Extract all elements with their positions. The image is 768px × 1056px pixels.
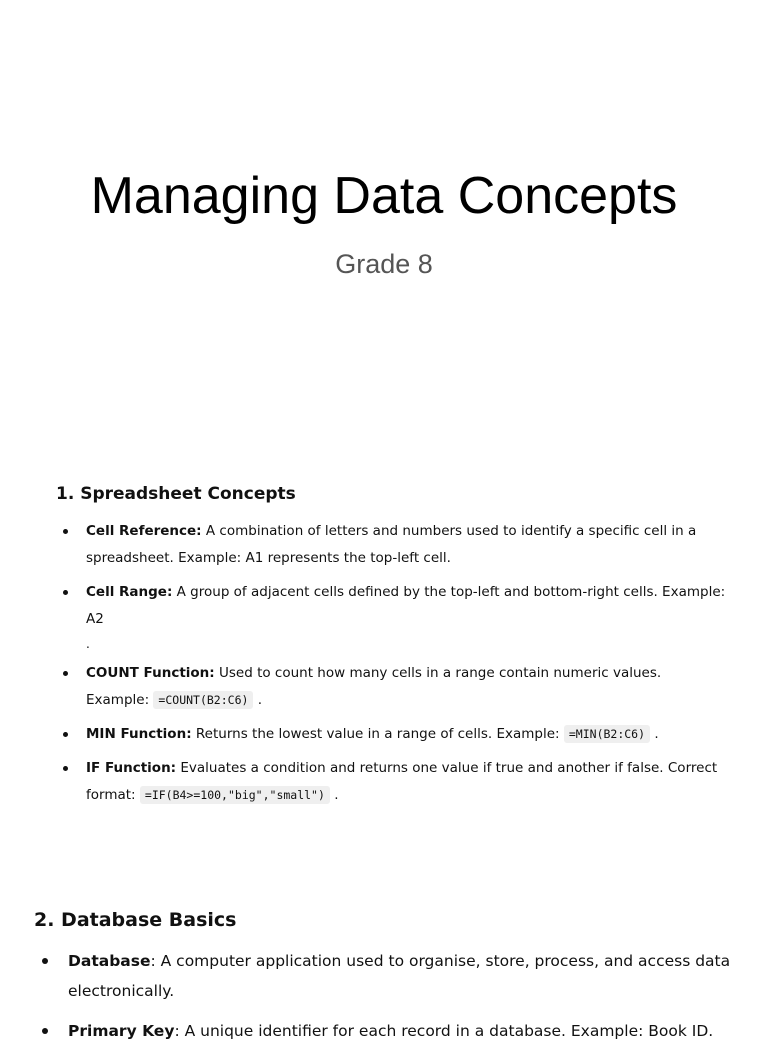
term-label: COUNT Function: — [86, 665, 215, 681]
list-item-primary-key — [34, 1016, 734, 1046]
trailing-text: . — [253, 692, 263, 708]
term-label: Primary Key — [68, 1022, 175, 1040]
term-label: Cell Range: — [86, 584, 173, 600]
section-heading: 1. Spreadsheet Concepts — [56, 484, 296, 504]
term-definition: : A computer application used to organise, store, process, and access data electronically. — [68, 952, 731, 1000]
trailing-text: . — [329, 787, 339, 803]
term-definition: Returns the lowest value in a range of cells. Example: — [191, 726, 564, 742]
list-item-cell-reference — [56, 518, 726, 572]
spreadsheet-concepts-section — [56, 482, 726, 816]
term-definition: Evaluates a condition and returns one value if true and another if false. Correct format: — [86, 760, 718, 803]
list-item-min-function — [56, 721, 726, 748]
formula-code: =IF(B4>=100,"big","small") — [140, 786, 330, 804]
stray-period: . — [86, 637, 90, 651]
list-item-cell-range — [56, 579, 726, 653]
database-basics-list — [34, 946, 734, 1046]
term-definition: A combination of letters and numbers used to identify a specific cell in a spreadsheet. Example: A1 represents the top-left cell. — [86, 523, 697, 566]
term-definition: A group of adjacent cells defined by the top-left and bottom-right cells. Example: A2 — [86, 584, 726, 627]
formula-code: =MIN(B2:C6) — [564, 725, 650, 743]
page-subtitle: Grade 8 — [335, 249, 433, 279]
term-definition: : A unique identifier for each record in a database. Example: Book ID. — [174, 1022, 714, 1040]
term-label: Database — [68, 952, 151, 970]
spreadsheet-concepts-list — [56, 518, 726, 809]
list-item-if-function — [56, 755, 726, 809]
list-item-count-function — [56, 660, 726, 714]
list-item-database — [34, 946, 734, 1006]
database-basics-section — [34, 906, 734, 1056]
term-definition: Used to count how many cells in a range contain numeric values. Example: — [86, 665, 662, 708]
formula-code: =COUNT(B2:C6) — [153, 691, 253, 709]
page-title: Managing Data Concepts — [90, 167, 678, 225]
trailing-text: . — [650, 726, 659, 742]
term-label: MIN Function: — [86, 726, 192, 742]
term-label: IF Function: — [86, 760, 177, 776]
section-heading: 2. Database Basics — [34, 909, 237, 931]
term-label: Cell Reference: — [86, 523, 202, 539]
